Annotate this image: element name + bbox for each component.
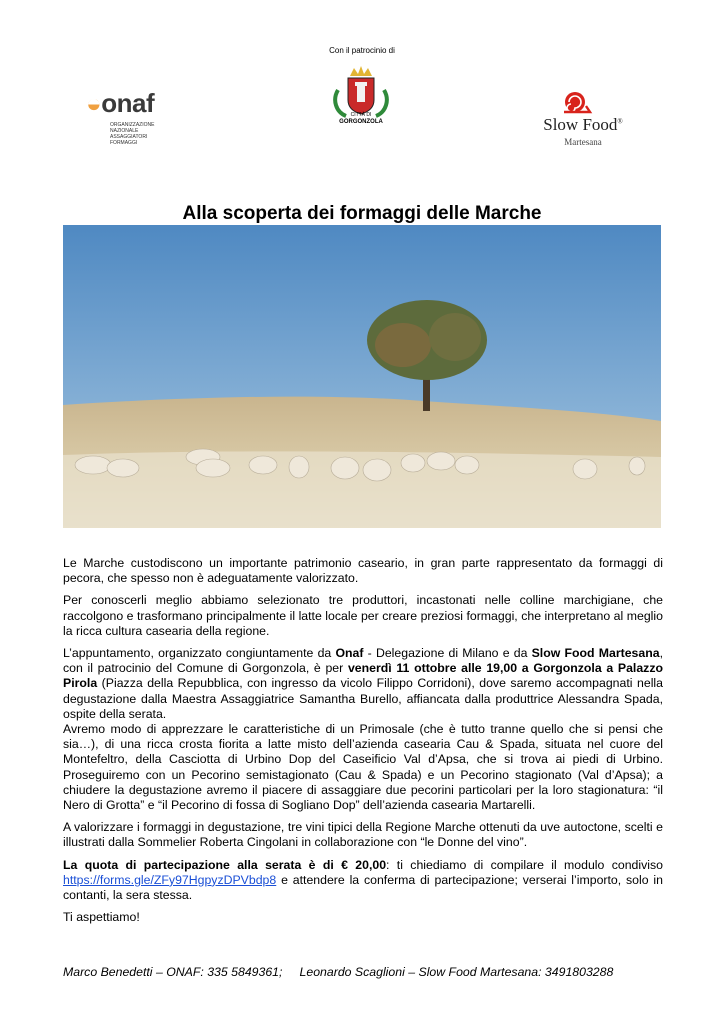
paragraph-producers: Per conoscerli meglio abbiamo selezionato tre produttori, incastonati nelle colline marchigiane, che raccolgono e trasformano principalmente il latte locale per creare preziosi formaggi, che interpretano al meglio la ricca cultura casearia della regione.: [63, 593, 663, 638]
paragraph-wines: A valorizzare i formaggi in degustazione, tre vini tipici della Regione Marche ottenuti da uve autoctone, scelti e illustrati dalla Sommelier Roberta Cingolani in collaborazione con “le Donne del vino”.: [63, 820, 663, 850]
contact-slowfood: Leonardo Scaglioni – Slow Food Martesana: 3491803288: [299, 965, 614, 979]
city-crest-label: CITTÀ DI GORGONZOLA: [339, 112, 383, 125]
onaf-logo-word: onaf: [101, 88, 155, 118]
contact-onaf: Marco Benedetti – ONAF: 335 5849361;: [63, 965, 283, 979]
paragraph-closing: Ti aspettiamo!: [63, 910, 140, 925]
paragraph-event: L’appuntamento, organizzato congiuntamente da Onaf - Delegazione di Milano e da Slow Food Martesana, con il patrocinio del Comune di Gorgonzola, è per venerdì 11 ottobre alle 19,00 a Gorgonzola a Palazzo Pirola (Piazza della Repubblica, con ingresso da vicolo Filippo Corridoni), dove saremo accompagnati nella degustazione dalla Maestra Assaggiatrice Samantha Burello, affiancata dalla produttrice Alessandra Spada, ospite della serata.: [63, 646, 663, 721]
snail-icon: [560, 90, 594, 116]
paragraph-intro: Le Marche custodiscono un importante patrimonio caseario, in gran parte rappresentato da formaggi di pecora, che spesso non è adeguatamente valorizzato.: [63, 556, 663, 586]
registration-link[interactable]: https://forms.gle/ZFy97HgpyzDPVbdp8: [63, 872, 277, 887]
onaf-logo: [86, 88, 176, 150]
slowfood-logo: Slow Food®: [543, 115, 623, 134]
paragraph-cheeses: Avremo modo di apprezzare le caratteristiche di un Primosale (che è tutto tranne quello che si pensi che sia…), di una ricca crosta fiorita a latte misto dell’azienda casearia Cau & Spada, situata nel cuore del Montefeltro, della Casciotta di Urbino Dop del Caseificio Val d’Apsa, che si trova ai piedi di Urbino. Proseguiremo con un Pecorino semistagionato (Cau & Spada) e un Pecorino stagionato (Val d’Apsa); a chiudere la degustazione avremo il piacere di assaggiare due pecorini particolari per la loro stagionatura: “il Nero di Grotta” e “il Pecorino di fossa di Sogliano Dop” dell’azienda casearia Martarelli.: [63, 722, 663, 813]
onaf-logo-text: ORGANIZZAZIONE NAZIONALE ASSAGGIATORI FORMAGGI: [110, 122, 155, 146]
paragraph-fee: La quota di partecipazione alla serata è di € 20,00: ti chiediamo di compilare il modulo condiviso https://forms.gle/ZFy97HgpyzDPVbdp8 e attendere la conferma di partecipazione; verserai l’importo, solo in contanti, la sera stessa.: [63, 857, 663, 903]
page-title: Alla scoperta dei formaggi delle Marche: [182, 202, 542, 224]
patrocinio-label: Con il patrocinio di: [329, 46, 395, 55]
onaf-logo-mark: ◒: [86, 88, 102, 118]
landscape-photo-icon: [63, 225, 661, 528]
body-text: [63, 556, 663, 932]
slowfood-sub: Martesana: [564, 137, 602, 147]
footer-contacts: [63, 965, 663, 979]
landscape-photo: [63, 225, 661, 528]
